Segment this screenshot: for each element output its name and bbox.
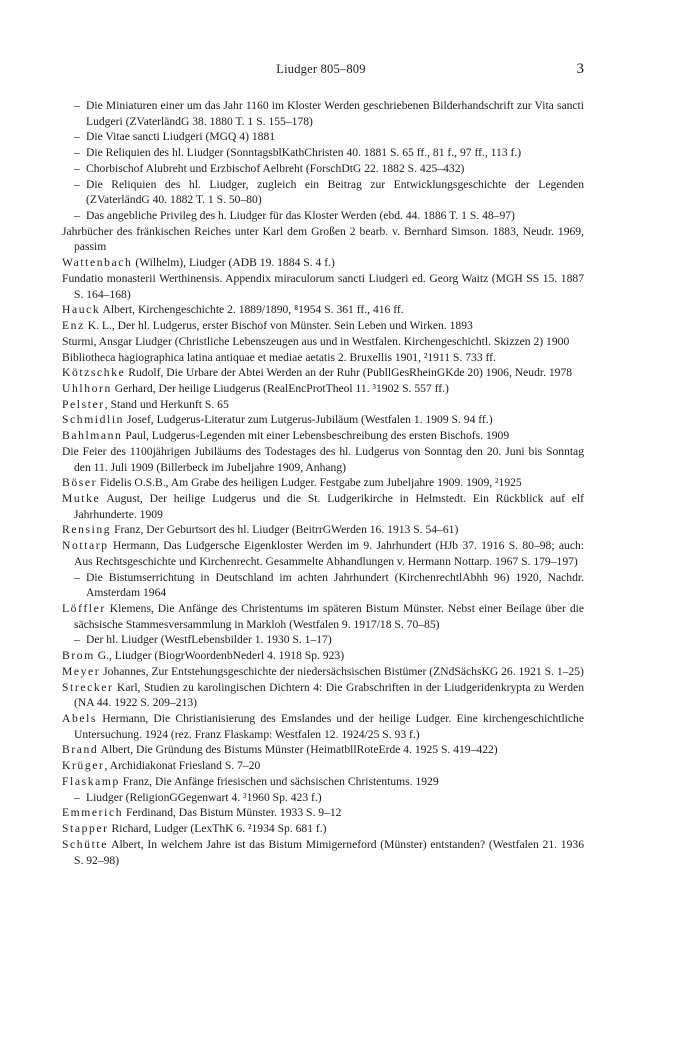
bibliography-entry bbox=[62, 161, 584, 177]
entry-text: Ferdinand, Das Bistum Münster. 1933 S. 9–12 bbox=[123, 806, 342, 820]
bibliography-entry bbox=[62, 742, 584, 758]
bibliography-entry bbox=[62, 381, 584, 397]
bibliography-entry bbox=[62, 758, 584, 774]
bibliography-entry bbox=[62, 648, 584, 664]
bibliography-entry bbox=[62, 680, 584, 711]
bibliography-entry bbox=[62, 805, 584, 821]
entry-text: Die Vitae sancti Liudgeri (MGQ 4) 1881 bbox=[86, 130, 276, 144]
entry-text: Die Reliquien des hl. Liudger (SonntagsblKathChristen 40. 1881 S. 65 ff., 81 f., 97 ff., 113 f.) bbox=[86, 146, 522, 160]
entry-text: Bibliotheca hagiographica latina antiquae et mediae aetatis 2. Bruxellis 1901, ²1911 S. 733 ff. bbox=[62, 350, 496, 364]
entry-text: Klemens, Die Anfänge des Christentums im späteren Bistum Münster. Nebst einer Beilage über die sächsische Stammesversammlung in Markloh (Westfalen 9. 1917/18 S. 70–85) bbox=[74, 602, 584, 631]
entry-text: Franz, Der Geburtsort des hl. Liudger (BeitrrGWerden 16. 1913 S. 54–61) bbox=[111, 523, 459, 537]
entry-text: Rudolf, Die Urbare der Abtei Werden an der Ruhr (PubllGesRheinGKde 20) 1906, Neudr. 1978 bbox=[125, 366, 573, 380]
entry-text: Gerhard, Der heilige Liudgerus (RealEncProtTheol 11. ³1902 S. 557 ff.) bbox=[111, 381, 449, 395]
entry-author: Kötzschke bbox=[62, 366, 126, 380]
entry-author: Hauck bbox=[62, 303, 101, 317]
entry-author: Krüger bbox=[62, 759, 105, 773]
ditto-dash: – bbox=[74, 146, 80, 160]
entry-author: Abels bbox=[62, 712, 98, 726]
bibliography-entry bbox=[62, 522, 584, 538]
entry-author: Bahlmann bbox=[62, 429, 123, 443]
bibliography-entry bbox=[62, 774, 584, 790]
bibliography-list bbox=[62, 98, 584, 868]
ditto-dash: – bbox=[74, 209, 80, 223]
entry-author: Emmerich bbox=[62, 806, 124, 820]
bibliography-entry bbox=[62, 350, 584, 366]
entry-text: , Stand und Herkunft S. 65 bbox=[104, 397, 229, 411]
entry-text: Fundatio monasterii Werthinensis. Appendix miraculorum sancti Liudgeri ed. Georg Waitz (MGH SS 15. 1887 S. 164–168) bbox=[62, 271, 584, 301]
entry-text: Die Reliquien des hl. Liudger, zugleich ein Beitrag zur Entwicklungsgeschichte der Legenden (ZVaterländG 40. 1882 T. 1 S. 50–80) bbox=[86, 177, 584, 207]
entry-text: Sturmi, Ansgar Liudger (Christliche Lebenszeugen aus und in Westfalen. Kirchengeschichtl. Skizzen 2) 1900 bbox=[62, 334, 570, 348]
entry-text: Das angebliche Privileg des h. Liudger für das Kloster Werden (ebd. 44. 1886 T. 1 S. 48–97) bbox=[86, 209, 515, 223]
entry-text: Der hl. Liudger (WestfLebensbilder 1. 1930 S. 1–17) bbox=[86, 633, 332, 647]
entry-author: Uhlhorn bbox=[62, 381, 112, 395]
entry-author: Strecker bbox=[62, 680, 114, 694]
entry-author: Mutke bbox=[62, 491, 101, 505]
entry-text: Hermann, Das Ludgersche Eigenkloster Werden im 9. Jahrhundert (HJb 37. 1916 S. 80–98; auch: Aus Rechtsgeschichte und Kirchenrecht. Gesammelte Abhandlungen v. Hermann Nottarp. 1967 S. 179–197) bbox=[74, 539, 584, 568]
entry-author: Rensing bbox=[62, 523, 112, 537]
entry-text: Die Feier des 1100jährigen Jubiläums des Todestages des hl. Ludgerus von Sonntag den 20. Juni bis Sonntag den 11. Juli 1909 (Billerbeck im Jubeljahre 1909, Anhang) bbox=[62, 444, 584, 474]
page-header bbox=[58, 62, 584, 82]
bibliography-entry bbox=[62, 711, 584, 742]
bibliography-entry bbox=[62, 601, 584, 632]
bibliography-entry bbox=[62, 271, 584, 302]
entry-author: Löffler bbox=[62, 602, 106, 615]
bibliography-entry bbox=[62, 632, 584, 648]
page-number: 3 bbox=[576, 61, 584, 77]
ditto-dash: – bbox=[74, 570, 80, 584]
entry-text: Franz, Die Anfänge friesischen und sächsischen Christentums. 1929 bbox=[119, 774, 439, 788]
ditto-dash: – bbox=[74, 790, 80, 804]
bibliography-entry bbox=[62, 224, 584, 255]
bibliography-entry bbox=[62, 664, 584, 680]
bibliography-entry bbox=[62, 129, 584, 145]
entry-author: Schütte bbox=[62, 837, 108, 851]
entry-text: (Wilhelm), Liudger (ADB 19. 1884 S. 4 f.) bbox=[132, 256, 335, 270]
bibliography-entry bbox=[62, 145, 584, 161]
bibliography-entry bbox=[62, 444, 584, 475]
entry-text: Josef, Ludgerus-Literatur zum Lutgerus-Jubiläum (Westfalen 1. 1909 S. 94 ff.) bbox=[124, 413, 493, 427]
entry-text: G., Liudger (BiogrWoordenbNederl 4. 1918 Sp. 923) bbox=[94, 649, 345, 663]
entry-text: Fidelis O.S.B., Am Grabe des heiligen Ludger. Festgabe zum Jubeljahre 1909. 1909, ²1925 bbox=[97, 476, 522, 490]
bibliography-entry bbox=[62, 428, 584, 444]
entry-author: Enz bbox=[62, 319, 85, 333]
entry-text: Albert, Die Gründung des Bistums Münster (HeimatbllRoteErde 4. 1925 S. 419–422) bbox=[98, 743, 498, 757]
bibliography-entry bbox=[62, 491, 584, 522]
running-title: Liudger 805–809 bbox=[276, 62, 366, 76]
bibliography-entry bbox=[62, 255, 584, 271]
entry-text: Albert, Kirchengeschichte 2. 1889/1890, ⁸1954 S. 361 ff., 416 ff. bbox=[100, 303, 404, 317]
ditto-dash: – bbox=[74, 161, 80, 175]
entry-text: Albert, In welchem Jahre ist das Bistum Mimigerneford (Münster) entstanden? (Westfalen 21. 1936 S. 92–98) bbox=[74, 837, 584, 867]
entry-text: Hermann, Die Christianisierung des Emslandes und der heilige Ludger. Eine kirchengeschichtliche Untersuchung. 1924 (rez. Franz Flaskamp: Westfalen 12. 1924/25 S. 93 f.) bbox=[74, 712, 584, 741]
bibliography-entry bbox=[62, 837, 584, 868]
entry-author: Flaskamp bbox=[62, 774, 120, 788]
entry-text: Johannes, Zur Entstehungsgeschichte der niedersächsischen Bistümer (ZNdSächsKG 26. 1921 S. 1–25) bbox=[100, 664, 584, 678]
entry-text: August, Der heilige Ludgerus und die St. Ludgerikirche in Helmstedt. Ein Rückblick auf elf Jahrhunderte. 1909 bbox=[74, 491, 584, 521]
ditto-dash: – bbox=[74, 177, 80, 191]
entry-author: Pelster bbox=[62, 397, 105, 411]
bibliography-entry bbox=[62, 538, 584, 569]
bibliography-entry bbox=[62, 98, 584, 129]
entry-text: Die Miniaturen einer um das Jahr 1160 im Kloster Werden geschriebenen Bilderhandschrift zur Vita sancti Ludgeri (ZVaterländG 38. 1880 T. 1 S. 155–178) bbox=[86, 99, 584, 128]
ditto-dash: – bbox=[74, 99, 80, 112]
entry-text: Liudger (ReligionGGegenwart 4. ³1960 Sp. 423 f.) bbox=[86, 790, 322, 804]
bibliography-entry bbox=[62, 475, 584, 491]
ditto-dash: – bbox=[74, 633, 80, 647]
entry-text: Chorbischof Alubreht und Erzbischof Aelbreht (ForschDtG 22. 1882 S. 425–432) bbox=[86, 161, 465, 175]
bibliography-entry bbox=[62, 821, 584, 837]
bibliography-entry bbox=[62, 177, 584, 208]
entry-text: Die Bistumserrichtung in Deutschland im achten Jahrhundert (KirchenrechtlAbhh 96) 1920, Nachdr. Amsterdam 1964 bbox=[86, 570, 584, 600]
bibliography-entry bbox=[62, 208, 584, 224]
bibliography-entry bbox=[62, 318, 584, 334]
bibliography-entry bbox=[62, 365, 584, 381]
entry-author: Brom bbox=[62, 649, 95, 663]
entry-text: K. L., Der hl. Ludgerus, erster Bischof von Münster. Sein Leben und Wirken. 1893 bbox=[84, 319, 473, 333]
bibliography-entry bbox=[62, 412, 584, 428]
entry-text: Karl, Studien zu karolingischen Dichtern 4: Die Grabschriften in der Liudgeridenkrypta zu Werden (NA 44. 1922 S. 209–213) bbox=[74, 680, 584, 710]
entry-text: , Archidiakonat Friesland S. 7–20 bbox=[104, 759, 261, 773]
entry-author: Schmidlin bbox=[62, 413, 125, 427]
bibliography-entry bbox=[62, 302, 584, 318]
entry-text: Paul, Ludgerus-Legenden mit einer Lebensbeschreibung des ersten Bischofs. 1909 bbox=[122, 429, 510, 443]
entry-author: Brand bbox=[62, 743, 99, 757]
entry-author: Nottarp bbox=[62, 539, 109, 553]
entry-author: Böser bbox=[62, 476, 98, 490]
entry-author: Wattenbach bbox=[62, 256, 133, 270]
entry-text: Jahrbücher des fränkischen Reiches unter Karl dem Großen 2 bearb. v. Bernhard Simson. 1883, Neudr. 1969, passim bbox=[62, 224, 584, 254]
bibliography-entry bbox=[62, 397, 584, 413]
bibliography-entry bbox=[62, 570, 584, 601]
ditto-dash: – bbox=[74, 130, 80, 144]
entry-author: Stapper bbox=[62, 822, 109, 836]
entry-author: Meyer bbox=[62, 664, 101, 678]
bibliography-entry bbox=[62, 790, 584, 806]
entry-text: Richard, Ludger (LexThK 6. ²1934 Sp. 681 f.) bbox=[108, 822, 327, 836]
bibliography-entry bbox=[62, 334, 584, 350]
